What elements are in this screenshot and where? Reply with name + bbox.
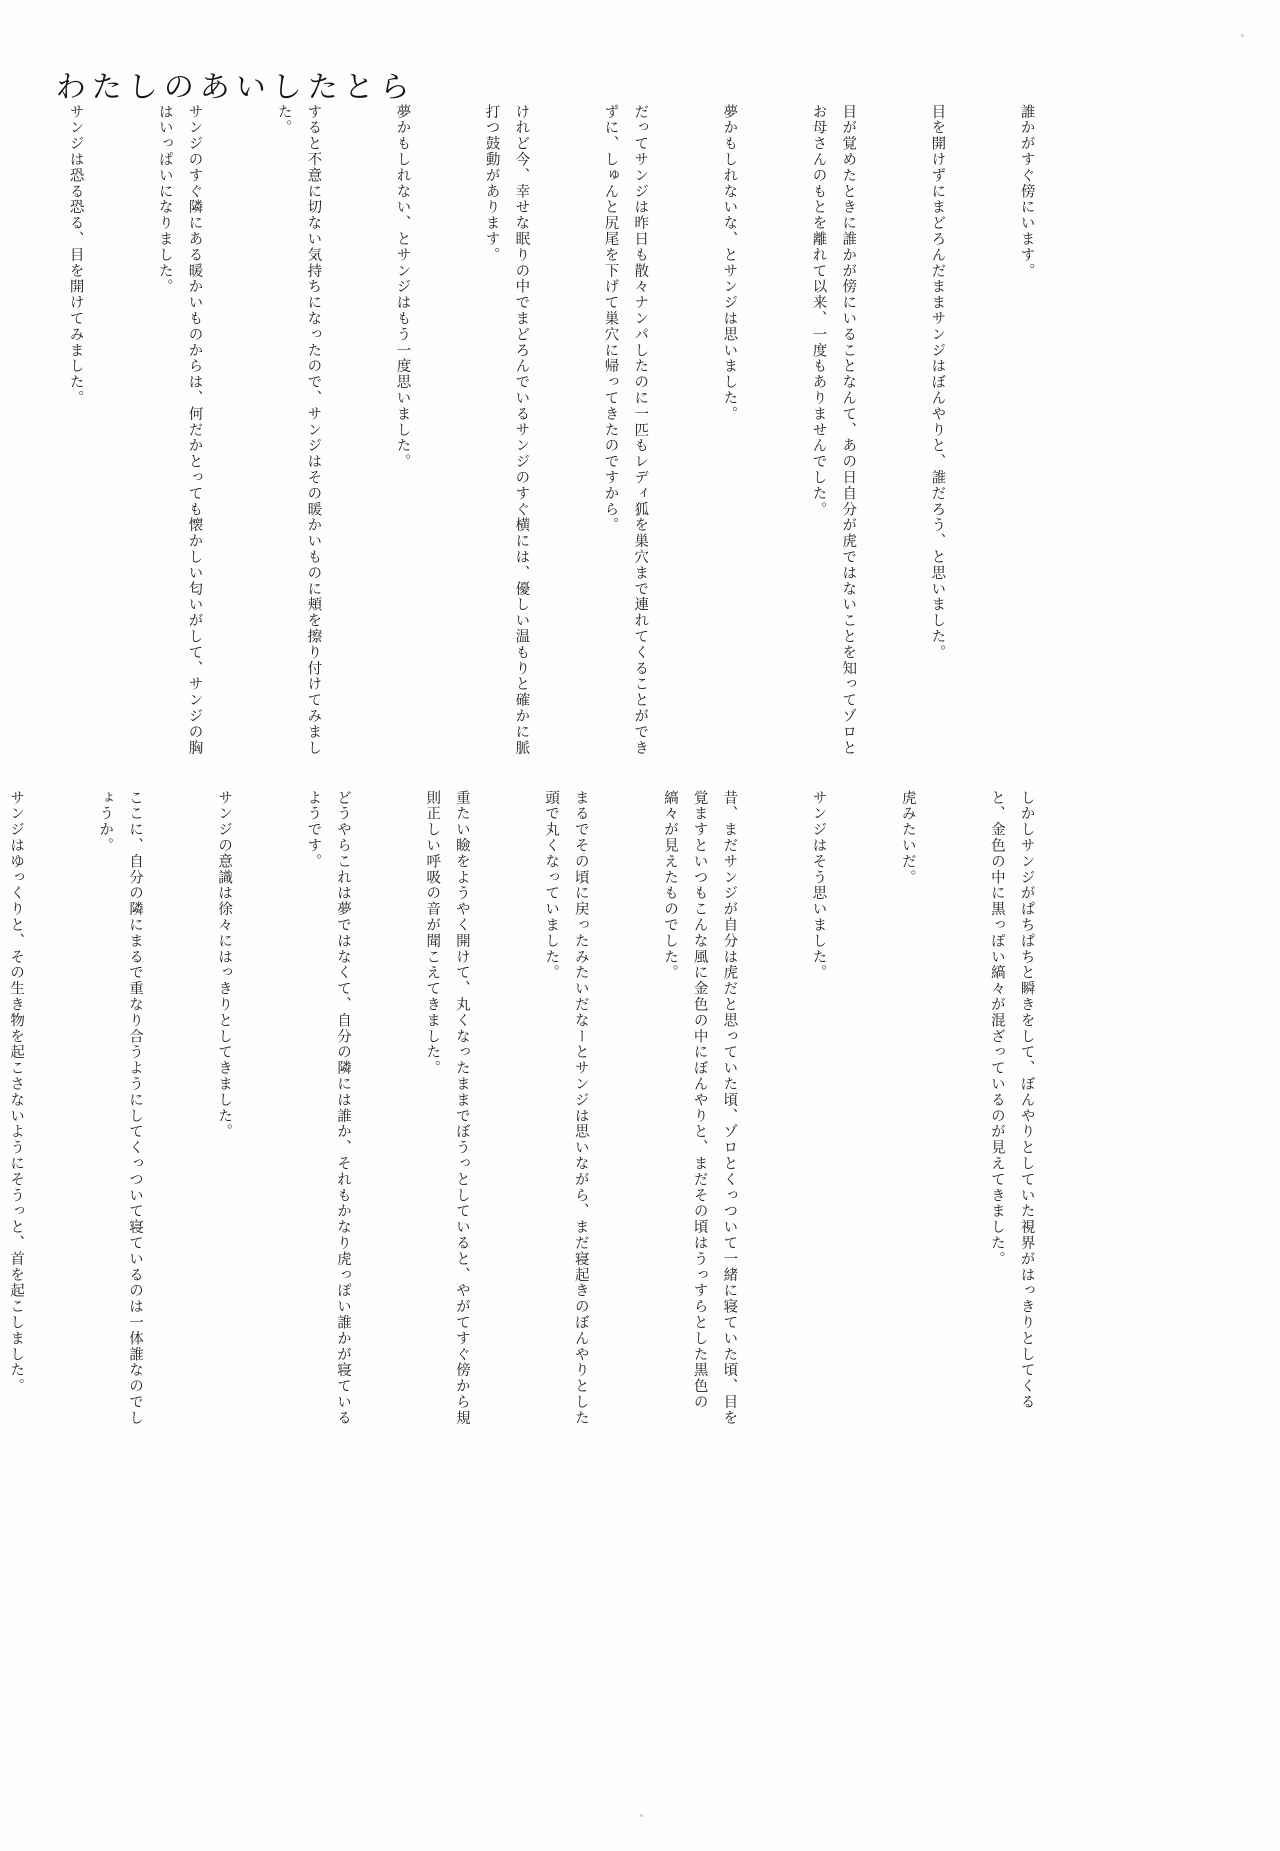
paragraph: 虎みたいだ。 bbox=[899, 790, 916, 886]
paragraph: 重たい瞼をようやく開けて、丸くなったままでぼうっとしていると、やがてすぐ傍から規則正しい呼吸の音が聞こえてきました。 bbox=[424, 790, 470, 1426]
page-title: わたしのあいしたとら bbox=[55, 70, 417, 105]
paragraph: どうやらこれは夢ではなくて、自分の隣には誰か、それもかなり虎っぽい誰かが寝ているようです。 bbox=[305, 790, 352, 1426]
paragraph: 夢かもしれない、とサンジはもう一度思いました。 bbox=[394, 104, 411, 470]
print-mark-bottom bbox=[640, 1814, 643, 1817]
body-text-upper bbox=[0, 104, 1100, 764]
paragraph: サンジはそう思いました。 bbox=[810, 790, 827, 981]
paragraph: 誰かがすぐ傍にいます。 bbox=[1018, 104, 1035, 279]
paragraph: 夢かもしれないな、とサンジは思いました。 bbox=[721, 104, 738, 422]
paragraph: けれど今、幸せな眠りの中でまどろんでいるサンジのすぐ横には、優しい温もりと確かに脈打つ鼓動があります。 bbox=[483, 104, 530, 756]
paragraph: 昔、まだサンジが自分は虎だと思っていた頃、ゾロとくっついて一緒に寝ていた頃、目を覚ますといつもこんな風に金色の中にぼんやりと、まだその頃はうっすらとした黒色の縞々が見えたものでした。 bbox=[661, 790, 738, 1426]
print-mark-top-right bbox=[1241, 34, 1244, 37]
paragraph: すると不意に切ない気持ちになったので、サンジはその暖かいものに頬を擦り付けてみました。 bbox=[275, 104, 322, 756]
paragraph: だってサンジは昨日も散々ナンパしたのに一匹もレディ狐を巣穴まで連れてくることができずに、しゅんと尻尾を下げて巣穴に帰ってきたのですから。 bbox=[602, 104, 649, 756]
paragraph: ここに、自分の隣にまるで重なり合うようにしてくっついて寝ているのは一体誰なのでしょうか。 bbox=[97, 790, 143, 1426]
paragraph: しかしサンジがぱちぱちと瞬きをして、ぼんやりとしていた視界がはっきりとしてくると、金色の中に黒っぽい縞々が混ざっているのが見えてきました。 bbox=[988, 790, 1035, 1411]
paragraph: サンジは恐る恐る、目を開けてみました。 bbox=[67, 104, 84, 407]
paragraph: サンジはゆっくりと、その生き物を起こさないようにそうっと、首を起こしました。 bbox=[8, 790, 25, 1395]
paragraph: サンジの意識は徐々にはっきりとしてきました。 bbox=[216, 790, 233, 1140]
paragraph: サンジのすぐ隣にある暖かいものからは、何だかとっても懐かしい匂いがして、サンジの胸はいっぱいになりました。 bbox=[156, 104, 203, 756]
paragraph: 目が覚めたときに誰かが傍にいることなんて、あの日自分が虎ではないことを知ってゾロとお母さんのもとを離れて以来、一度もありませんでした。 bbox=[810, 104, 857, 756]
paragraph: まるでその頃に戻ったみたいだなーとサンジは思いながら、まだ寝起きのぼんやりとした頭で丸くなっていました。 bbox=[543, 790, 589, 1426]
paragraph: 目を開けずにまどろんだままサンジはぼんやりと、誰だろう、と思いました。 bbox=[929, 104, 946, 661]
body-text-lower bbox=[0, 790, 1100, 1430]
